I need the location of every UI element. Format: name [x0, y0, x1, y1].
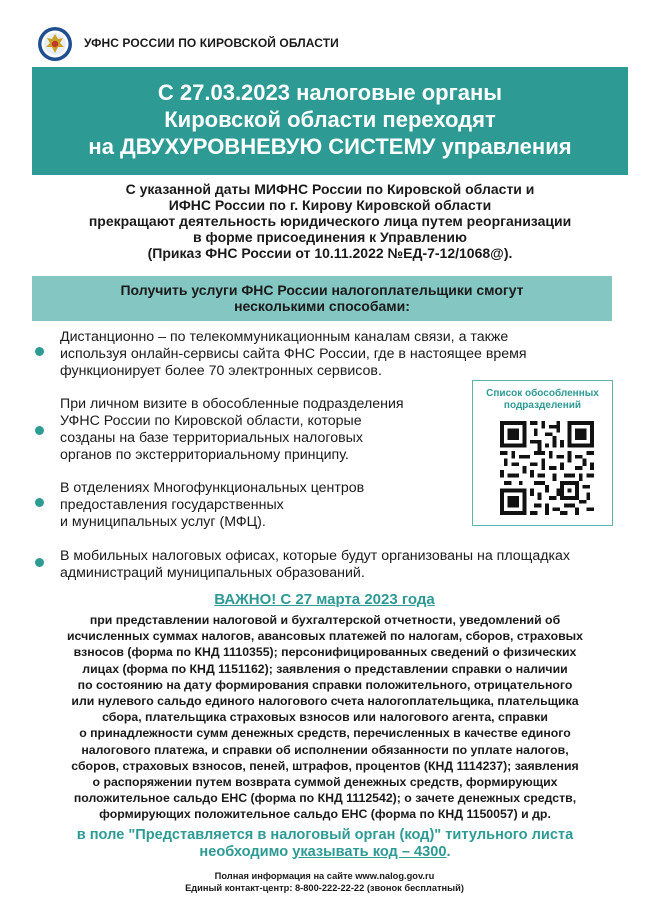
code-prefix: необходимо: [199, 843, 293, 860]
intro-line: С указанной даты МИФНС России по Кировской области и: [125, 181, 535, 197]
service-item-line: и муниципальных услуг (МФЦ).: [60, 514, 266, 530]
service-item-line: В отделениях Многофункциональных центров: [60, 480, 365, 496]
code-value: указывать код – 4300: [292, 843, 447, 860]
intro-line: (Приказ ФНС России от 10.11.2022 №ЕД-7-12/1068@).: [147, 245, 513, 261]
services-heading-line: Получить услуги ФНС России налогоплательщики смогут: [120, 282, 524, 298]
footer: [0, 870, 649, 894]
footer-contact-center: Единый контакт-центр: 8-800-222-22-22 (звонок бесплатный): [185, 883, 464, 893]
qr-caption-line: Список обособленных: [486, 388, 599, 399]
important-line: сбора, плательщика страховых взносов или налогового агента, справки: [102, 710, 548, 725]
service-item-line: администраций муниципальных образований.: [60, 565, 365, 581]
title-banner: [32, 67, 628, 175]
field-line: в поле "Представляется в налоговый орган (код)" титульного листа: [76, 827, 574, 843]
important-line: формирующих положительное сальдо ЕНС (форма по КНД 1150057) и др.: [99, 807, 551, 822]
footer-website[interactable]: Полная информация на сайте www.nalog.gov.ru: [214, 871, 435, 881]
service-item-line: используя онлайн-сервисы сайта ФНС России, где в настоящее время: [60, 346, 527, 362]
service-item-line: При личном визите в обособленные подразделения: [60, 396, 404, 412]
important-heading: ВАЖНО! С 27 марта 2023 года: [214, 591, 435, 608]
intro-line: ИФНС России по г. Кирову Кировской области: [168, 197, 492, 213]
service-item-line: созданы на базе территориальных налоговых: [60, 430, 363, 446]
qr-code-icon[interactable]: [500, 421, 594, 515]
qr-caption: [473, 388, 612, 412]
services-heading: [32, 276, 612, 321]
important-line: сборов, страховых взносов, пеней, штрафов, процентов (КНД 1114237); заявления: [71, 758, 579, 773]
bullet-dot-icon: [35, 558, 44, 567]
fns-emblem-icon: [37, 26, 73, 62]
important-line: или нулевого сальдо единого налогового счета налогоплательщика, плательщика: [71, 694, 579, 709]
intro-paragraph: [40, 181, 620, 261]
important-line: положительное сальдо ЕНС (форма по КНД 1112542); о зачете денежных средств,: [73, 791, 577, 806]
code-instruction: [20, 827, 630, 860]
intro-line: в форме присоединения к Управлению: [193, 229, 467, 245]
bullet-dot-icon: [35, 347, 44, 356]
intro-line: прекращают деятельность юридического лица путем реорганизации: [88, 213, 572, 229]
service-item: [60, 480, 364, 531]
service-item: [60, 548, 570, 582]
qr-panel: [472, 380, 613, 526]
important-line: исчисленных суммах налогов, авансовых платежей по налогам, сборов, страховых: [67, 629, 583, 644]
service-item-line: функционирует более 70 электронных сервисов.: [60, 363, 382, 379]
service-item-line: В мобильных налоговых офисах, которые будут организованы на площадках: [60, 548, 571, 564]
code-line: [20, 844, 630, 861]
org-name: УФНС РОССИИ ПО КИРОВСКОЙ ОБЛАСТИ: [84, 36, 339, 50]
service-item: [60, 329, 527, 380]
service-item-line: предоставления государственных: [60, 497, 284, 513]
important-line: о принадлежности сумм денежных средств, перечисленных в качестве единого: [79, 726, 571, 741]
important-body: [20, 612, 630, 823]
service-item: [60, 396, 404, 464]
service-item-line: органов по экстерриториальному принципу.: [60, 447, 349, 463]
service-item-line: Дистанционно – по телекоммуникационным каналам связи, а также: [60, 329, 509, 345]
service-item-line: УФНС России по Кировской области, которые: [60, 413, 362, 429]
title-line: С 27.03.2023 налоговые органы: [157, 80, 503, 105]
title-line: Кировской области переходят: [164, 107, 496, 132]
important-line: по состоянию на дату формирования справки положительного, отрицательного: [77, 677, 573, 692]
code-suffix: .: [446, 843, 451, 860]
important-line: лицах (форма по КНД 1151162); заявления о представлении справки о наличии: [82, 661, 568, 676]
important-line: о распоряжении путем возврата суммой денежных средств, формирующих: [92, 775, 558, 790]
important-line: взносов (форма по КНД 1110355); персонифицированных сведений о физических: [73, 645, 577, 660]
qr-caption-line: подразделений: [503, 400, 582, 411]
important-line: при представлении налоговой и бухгалтерской отчетности, уведомлений об: [89, 613, 561, 627]
title-line: на ДВУХУРОВНЕВУЮ СИСТЕМУ управления: [88, 134, 572, 159]
bullet-dot-icon: [35, 498, 44, 507]
bullet-dot-icon: [35, 426, 44, 435]
services-heading-line: несколькими способами:: [234, 298, 410, 314]
important-line: налогового платежа, и справки об исполнении обязанности по уплате налогов,: [81, 742, 569, 757]
